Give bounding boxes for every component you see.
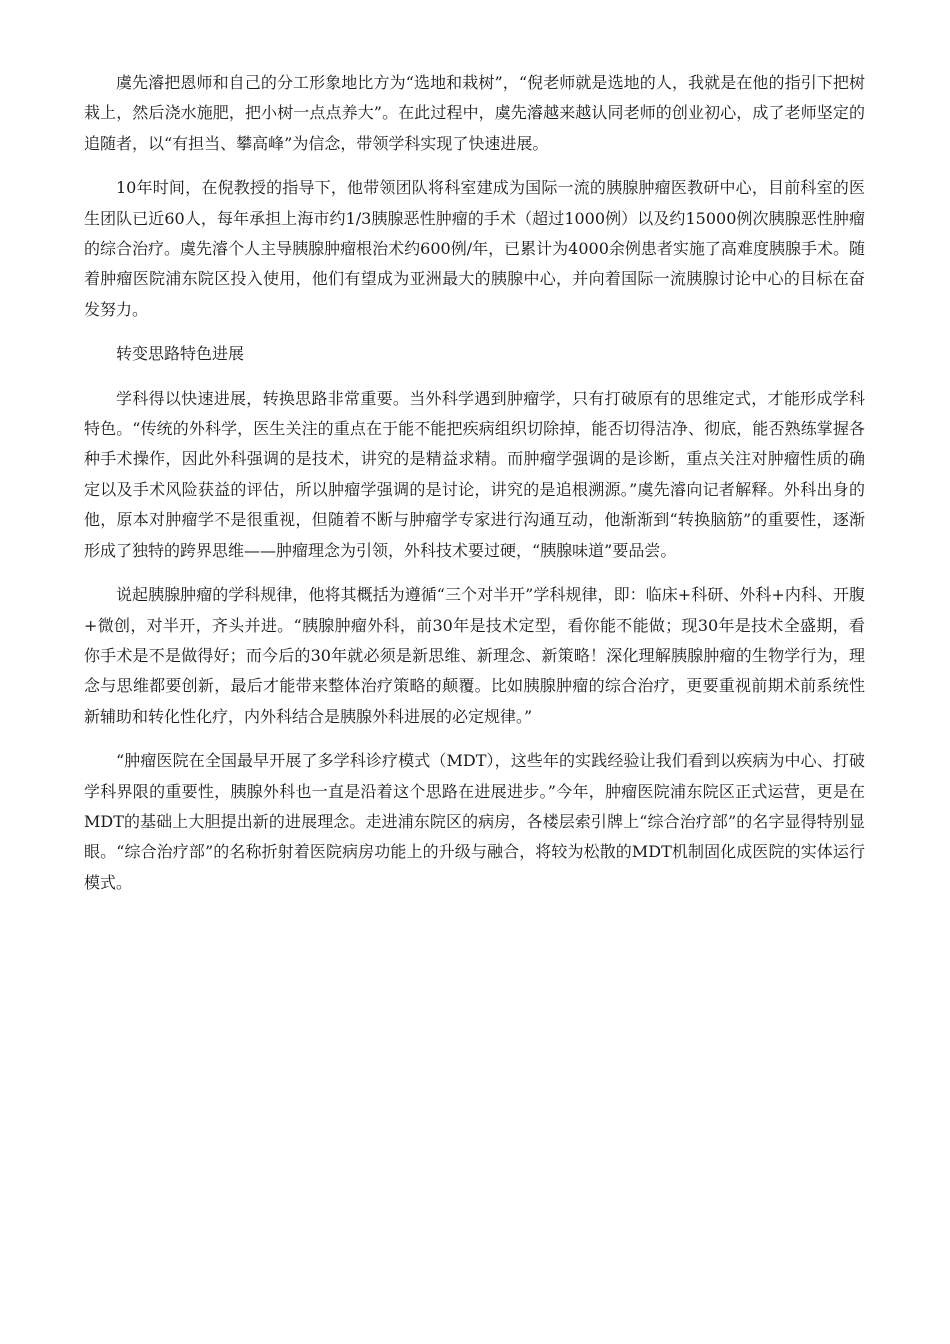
section-heading: 转变思路特色进展: [116, 344, 245, 364]
paragraph-2: 10年时间，在倪教授的指导下，他带领团队将科室建成为国际一流的胰腺肿瘤医教研中心，目前科室的医生团队已近60人，每年承担上海市约1/3胰腺恶性肿瘤的手术（超过1000例）以及约15000例次胰腺恶性肿瘤的综合治疗。虞先濬个人主导胰腺肿瘤根治术约600例/年，已累计为4000余例患者实施了高难度胰腺手术。随着肿瘤医院浦东院区投入使用，他们有望成为亚洲最大的胰腺中心，并向着国际一流胰腺讨论中心的目标在奋发努力。: [84, 178, 865, 319]
paragraph-5: “肿瘤医院在全国最早开展了多学科诊疗模式（MDT），这些年的实践经验让我们看到以疾病为中心、打破学科界限的重要性，胰腺外科也一直是沿着这个思路在进展进步。”今年，肿瘤医院浦东院区正式运营，更是在MDT的基础上大胆提出新的进展理念。走进浦东院区的病房，各楼层索引牌上“综合治疗部”的名字显得特别显眼。“综合治疗部”的名称折射着医院病房功能上的升级与融合，将较为松散的MDT机制固化成医院的实体运行模式。: [84, 751, 865, 892]
article-body: [84, 68, 865, 912]
paragraph-3: 学科得以快速进展，转换思路非常重要。当外科学遇到肿瘤学，只有打破原有的思维定式，才能形成学科特色。“传统的外科学，医生关注的重点在于能不能把疾病组织切除掉，能否切得洁净、彻底，能否熟练掌握各种手术操作，因此外科强调的是技术，讲究的是精益求精。而肿瘤学强调的是诊断，重点关注对肿瘤性质的确定以及手术风险获益的评估，所以肿瘤学强调的是讨论，讲究的是追根溯源。”虞先濬向记者解释。外科出身的他，原本对肿瘤学不是很重视，但随着不断与肿瘤学专家进行沟通互动，他渐渐到“转换脑筋”的重要性，逐渐形成了独特的跨界思维——肿瘤理念为引领，外科技术要过硬，“胰腺味道”要品尝。: [84, 388, 865, 560]
paragraph-4: 说起胰腺肿瘤的学科规律，他将其概括为遵循“三个对半开”学科规律，即：临床+科研、外科+内科、开腹+微创，对半开，齐头并进。“胰腺肿瘤外科，前30年是技术定型，看你能不能做；现30年是技术全盛期，看你手术是不是做得好；而今后的30年就必须是新思维、新理念、新策略！深化理解胰腺肿瘤的生物学行为，理念与思维都要创新，最后才能带来整体治疗策略的颠覆。比如胰腺肿瘤的综合治疗，更要重视前期术前系统性新辅助和转化性化疗，内外科结合是胰腺外科进展的必定规律。”: [84, 585, 865, 726]
paragraph-1: 虞先濬把恩师和自己的分工形象地比方为“选地和栽树”，“倪老师就是选地的人，我就是在他的指引下把树栽上，然后浇水施肥，把小树一点点养大”。在此过程中，虞先濬越来越认同老师的创业初心，成了老师坚定的追随者，以“有担当、攀高峰”为信念，带领学科实现了快速进展。: [84, 73, 865, 153]
